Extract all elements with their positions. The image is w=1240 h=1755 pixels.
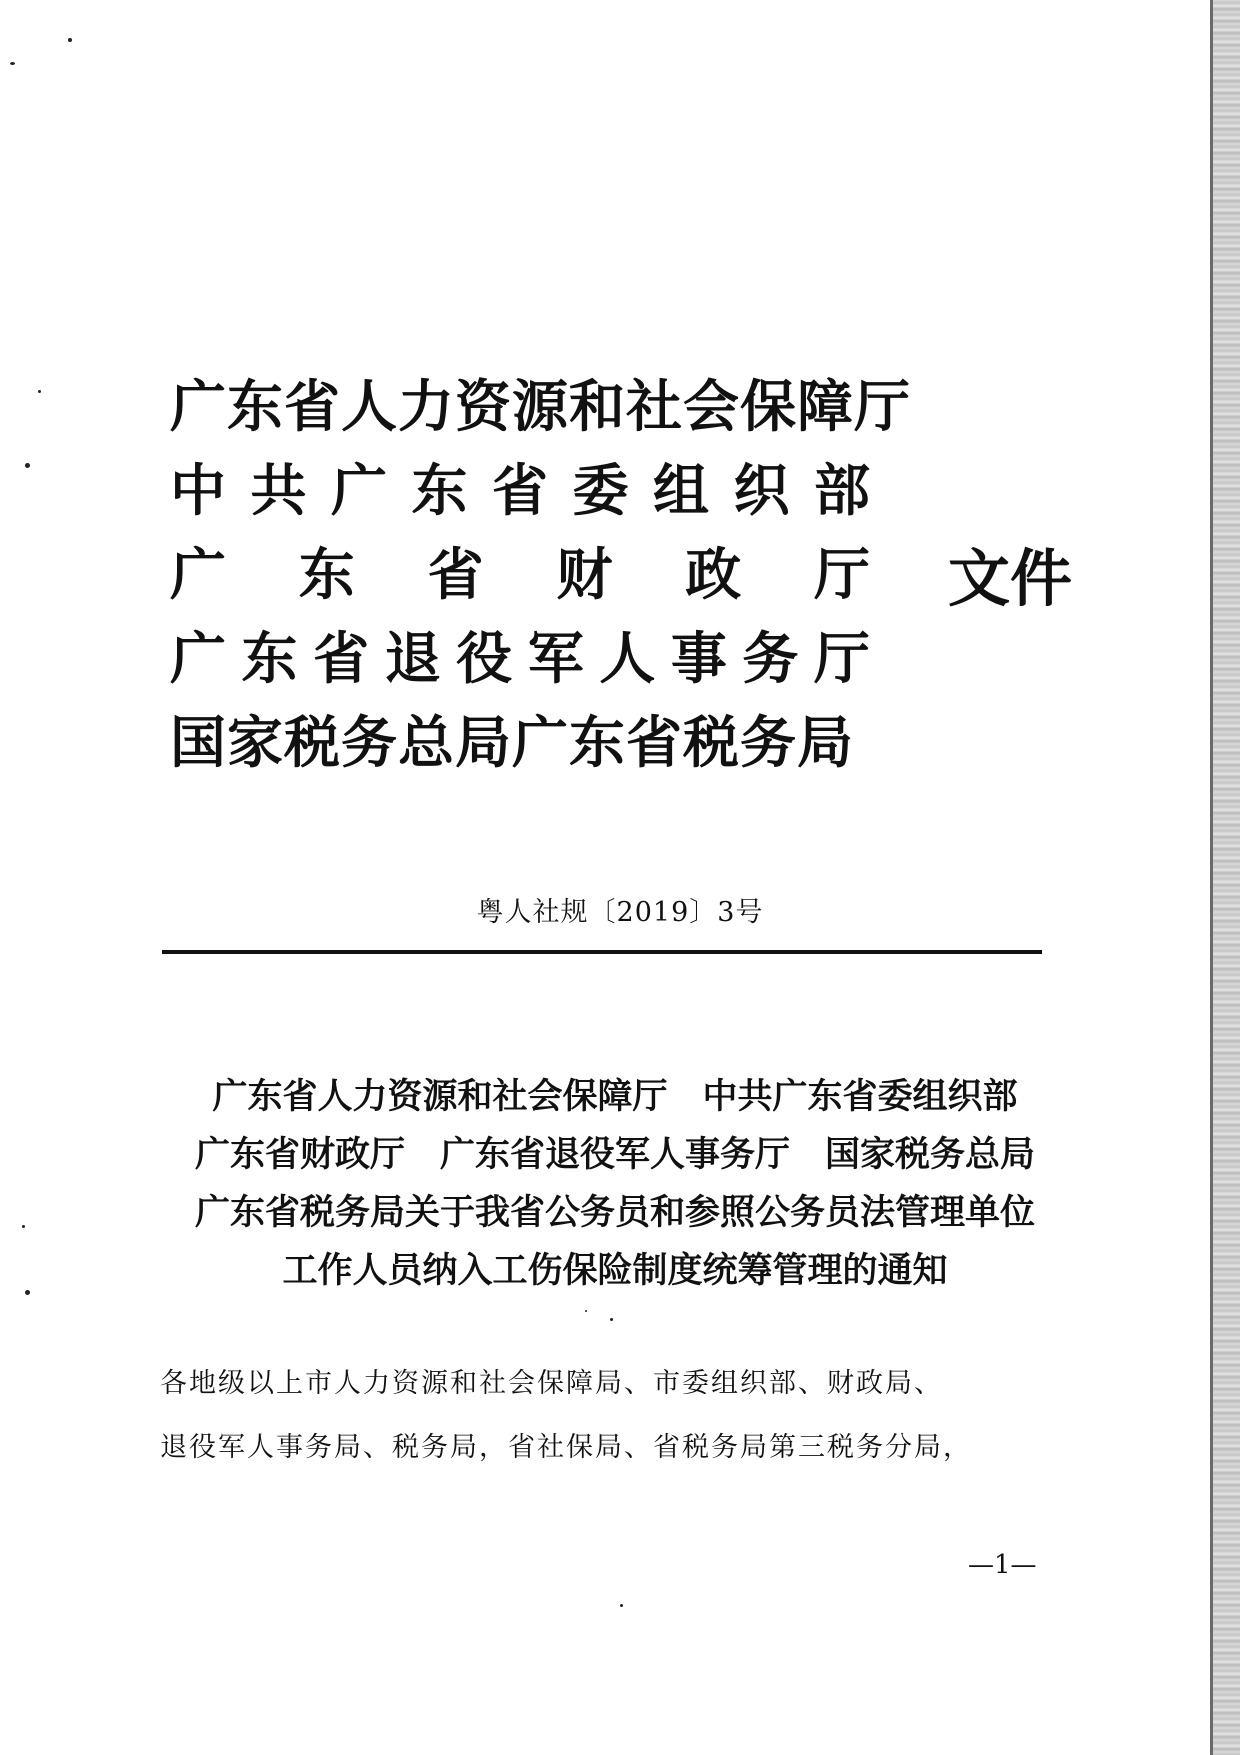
issuer-char: 厅	[813, 542, 870, 608]
scan-speck	[610, 1318, 613, 1321]
scan-edge-strip	[1210, 0, 1240, 1755]
issuer-char: 广	[331, 458, 387, 524]
issuer-char: 厅	[813, 626, 870, 692]
issuer-line-organization-dept	[170, 449, 870, 533]
issuer-char: 退	[384, 626, 441, 692]
issuer-char: 军	[527, 626, 584, 692]
issuing-authorities	[170, 365, 911, 785]
scan-speck	[585, 1310, 587, 1312]
issuer-char: 财	[556, 542, 613, 608]
issuer-char: 中	[170, 458, 226, 524]
issuer-hrss: 广东省人力资源和社会保障厅	[170, 374, 911, 440]
scan-speck	[25, 463, 30, 468]
notice-title	[150, 1068, 1080, 1300]
page-number: —1—	[968, 1550, 1037, 1580]
issuer-char: 共	[250, 458, 307, 524]
issuer-char: 务	[742, 626, 799, 692]
header-divider-rule	[162, 950, 1042, 954]
notice-title-line: 广东省税务局关于我省公务员和参照公务员法管理单位	[194, 1193, 1035, 1233]
issuer-char: 部	[814, 458, 870, 524]
issuer-char: 省	[492, 458, 548, 524]
document-number: 粤人社规〔2019〕3号	[476, 897, 764, 928]
issuer-char: 广	[170, 542, 226, 608]
notice-title-line: 广东省财政厅 广东省退役军人事务厅 国家税务总局	[194, 1135, 1035, 1175]
scan-speck	[25, 1290, 30, 1295]
scan-speck	[620, 1604, 623, 1607]
issuer-char: 广	[170, 626, 226, 692]
issuer-char: 织	[733, 458, 790, 524]
issuer-char: 东	[298, 542, 355, 608]
issuer-char: 省	[313, 626, 370, 692]
notice-title-line: 广东省人力资源和社会保障厅 中共广东省委组织部	[212, 1077, 1018, 1117]
issuer-line-hrss	[170, 365, 911, 449]
issuer-char: 委	[572, 458, 629, 524]
issuer-line-finance-dept	[170, 533, 870, 617]
issuer-char: 东	[241, 626, 298, 692]
addressee-paragraph	[160, 1352, 1030, 1480]
body-line: 各地级以上市人力资源和社会保障局、市委组织部、财政局、	[160, 1368, 943, 1399]
issuer-line-tax-bureau	[170, 701, 870, 785]
issuer-char: 事	[670, 626, 727, 692]
notice-title-line: 工作人员纳入工伤保险制度统筹管理的通知	[282, 1251, 948, 1291]
scan-speck	[10, 62, 15, 65]
issuer-char: 省	[427, 542, 484, 608]
scan-speck	[22, 1225, 25, 1228]
issuer-char: 东	[411, 458, 468, 524]
scan-speck	[38, 390, 41, 393]
issuer-line-veterans-dept	[170, 617, 870, 701]
body-line: 退役军人事务局、税务局，省社保局、省税务局第三税务分局，	[160, 1432, 972, 1463]
document-word: 文件	[948, 542, 1073, 615]
issuer-tax-bureau: 国家税务总局广东省税务局	[170, 710, 854, 776]
issuer-char: 人	[599, 626, 656, 692]
scan-speck	[68, 38, 72, 42]
issuer-char: 役	[456, 626, 513, 692]
issuer-char: 政	[685, 542, 742, 608]
issuer-char: 组	[653, 458, 709, 524]
